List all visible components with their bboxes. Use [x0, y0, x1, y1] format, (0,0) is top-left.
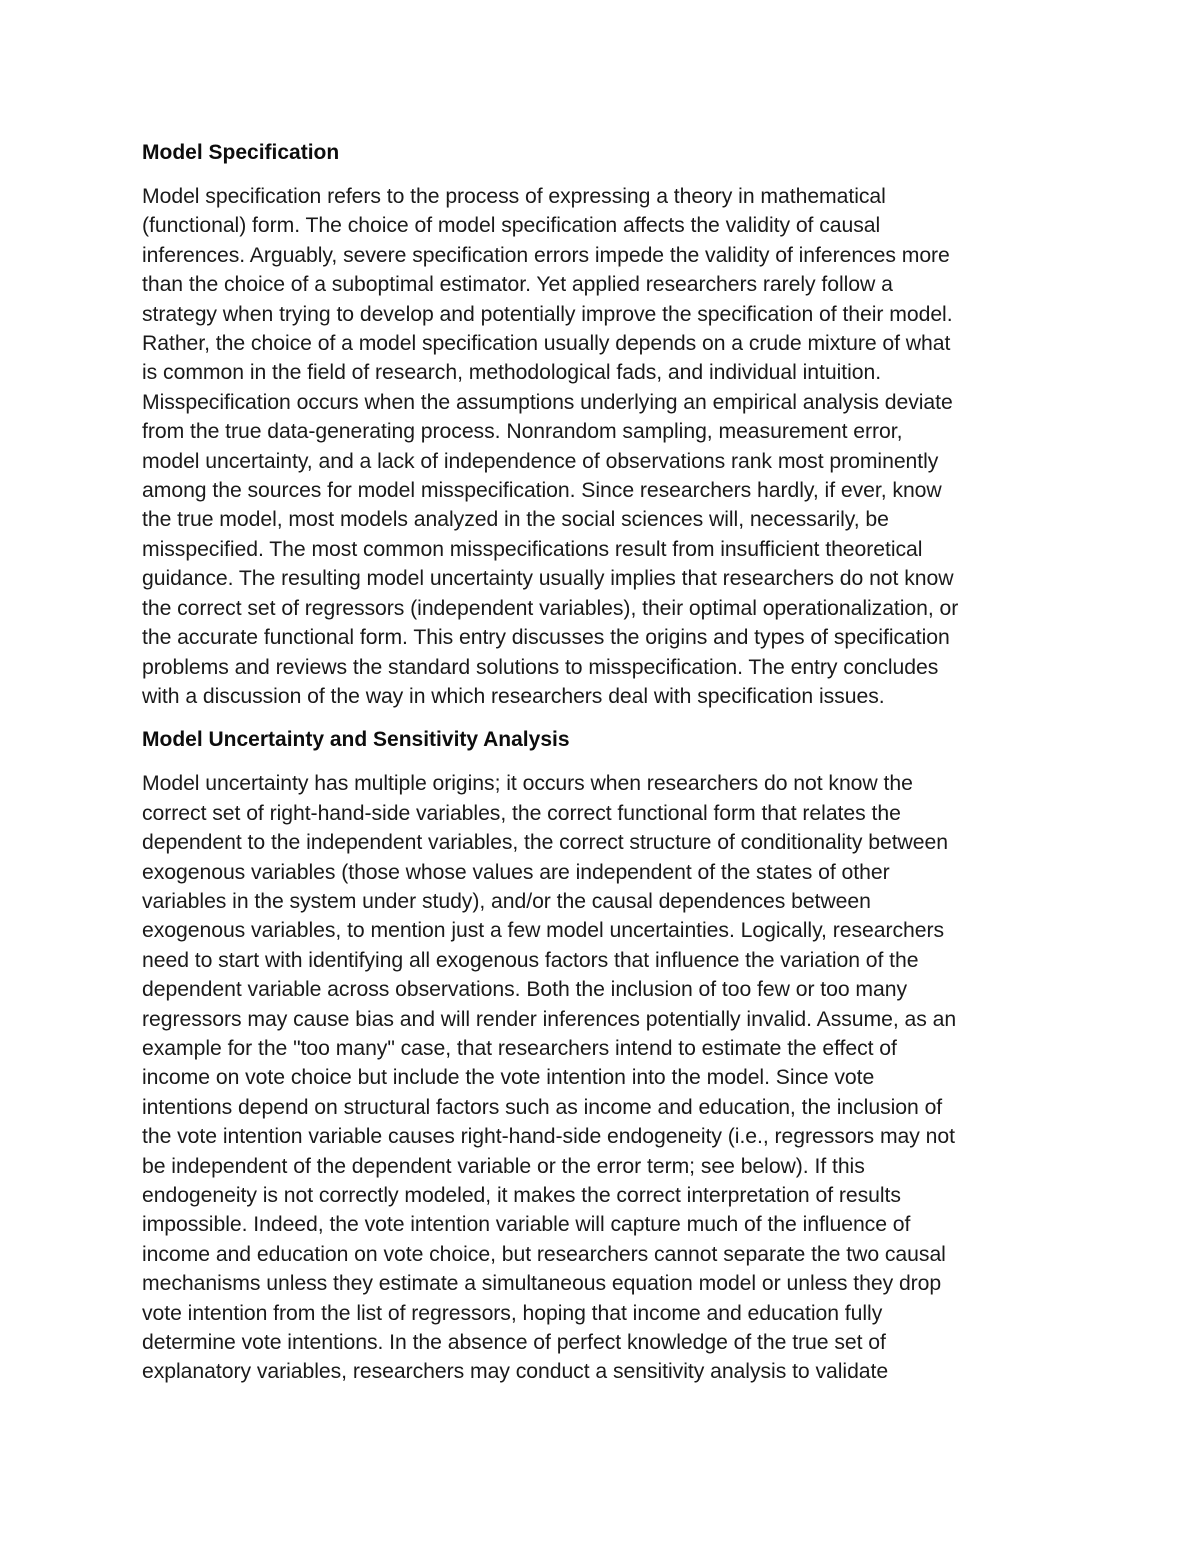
text-line: income on vote choice but include the vote intention into the model. Since vote [142, 1066, 875, 1090]
text-line: model uncertainty, and a lack of independence of observations rank most prominently [142, 449, 939, 473]
text-line: dependent to the independent variables, the correct structure of conditionality between [142, 831, 949, 855]
text-line: the accurate functional form. This entry discusses the origins and types of specification [142, 626, 950, 650]
text-line: intentions depend on structural factors such as income and education, the inclusion of [142, 1095, 943, 1119]
text-line: with a discussion of the way in which researchers deal with specification issues. [142, 684, 885, 708]
text-line: Model specification refers to the process of expressing a theory in mathematical [142, 185, 886, 208]
text-line: regressors may cause bias and will render inferences potentially invalid. Assume, as an [142, 1007, 957, 1031]
text-line: Rather, the choice of a model specification usually depends on a crude mixture of what [142, 332, 951, 356]
text-line: the vote intention variable causes right-hand-side endogeneity (i.e., regressors may not [142, 1125, 955, 1149]
text-line: income and education on vote choice, but researchers cannot separate the two causal [142, 1242, 946, 1266]
section-heading-model-uncertainty: Model Uncertainty and Sensitivity Analysis [142, 728, 570, 752]
text-line: determine vote intentions. In the absence of perfect knowledge of the true set of [142, 1331, 886, 1355]
text-line: correct set of right-hand-side variables, the correct functional form that relates the [142, 801, 901, 825]
text-line: be independent of the dependent variable or the error term; see below). If this [142, 1154, 865, 1178]
paragraph-model-uncertainty [142, 769, 1062, 1387]
text-line: than the choice of a suboptimal estimator. Yet applied researchers rarely follow a [142, 273, 893, 297]
text-line: misspecified. The most common misspecifications result from insufficient theoretical [142, 537, 923, 561]
text-line: dependent variable across observations. Both the inclusion of too few or too many [142, 978, 908, 1002]
text-line: mechanisms unless they estimate a simultaneous equation model or unless they drop [142, 1272, 942, 1296]
text-line: variables in the system under study), and/or the causal dependences between [142, 889, 871, 913]
text-line: the true model, most models analyzed in the social sciences will, necessarily, be [142, 508, 889, 532]
document-page [142, 138, 1062, 1401]
section-heading-model-specification: Model Specification [142, 141, 340, 164]
text-line: is common in the field of research, methodological fads, and individual intuition. [142, 361, 882, 385]
text-line: impossible. Indeed, the vote intention variable will capture much of the influence of [142, 1213, 911, 1237]
text-line: need to start with identifying all exogenous factors that influence the variation of the [142, 948, 919, 972]
text-line: from the true data-generating process. Nonrandom sampling, measurement error, [142, 420, 903, 444]
text-line: exogenous variables (those whose values are independent of the states of other [142, 860, 890, 884]
text-line: example for the "too many" case, that researchers intend to estimate the effect of [142, 1036, 897, 1060]
text-line: endogeneity is not correctly modeled, it makes the correct interpretation of results [142, 1184, 901, 1207]
text-line: among the sources for model misspecification. Since researchers hardly, if ever, know [142, 479, 942, 503]
text-line: guidance. The resulting model uncertainty usually implies that researchers do not know [142, 567, 954, 591]
text-line: Misspecification occurs when the assumptions underlying an empirical analysis deviate [142, 390, 953, 414]
text-line: explanatory variables, researchers may conduct a sensitivity analysis to validate [142, 1360, 889, 1384]
text-line: exogenous variables, to mention just a few model uncertainties. Logically, researchers [142, 919, 945, 943]
text-line: strategy when trying to develop and potentially improve the specification of their model. [142, 302, 953, 326]
text-line: vote intention from the list of regressors, hoping that income and education fully [142, 1301, 883, 1325]
text-line: inferences. Arguably, severe specification errors impede the validity of inferences more [142, 243, 950, 267]
text-line: (functional) form. The choice of model specification affects the validity of causal [142, 214, 881, 238]
text-line: problems and reviews the standard solutions to misspecification. The entry concludes [142, 655, 939, 679]
paragraph-model-specification [142, 182, 1062, 711]
text-line: the correct set of regressors (independent variables), their optimal operationalization, or [142, 596, 959, 620]
text-line: Model uncertainty has multiple origins; it occurs when researchers do not know the [142, 772, 913, 796]
